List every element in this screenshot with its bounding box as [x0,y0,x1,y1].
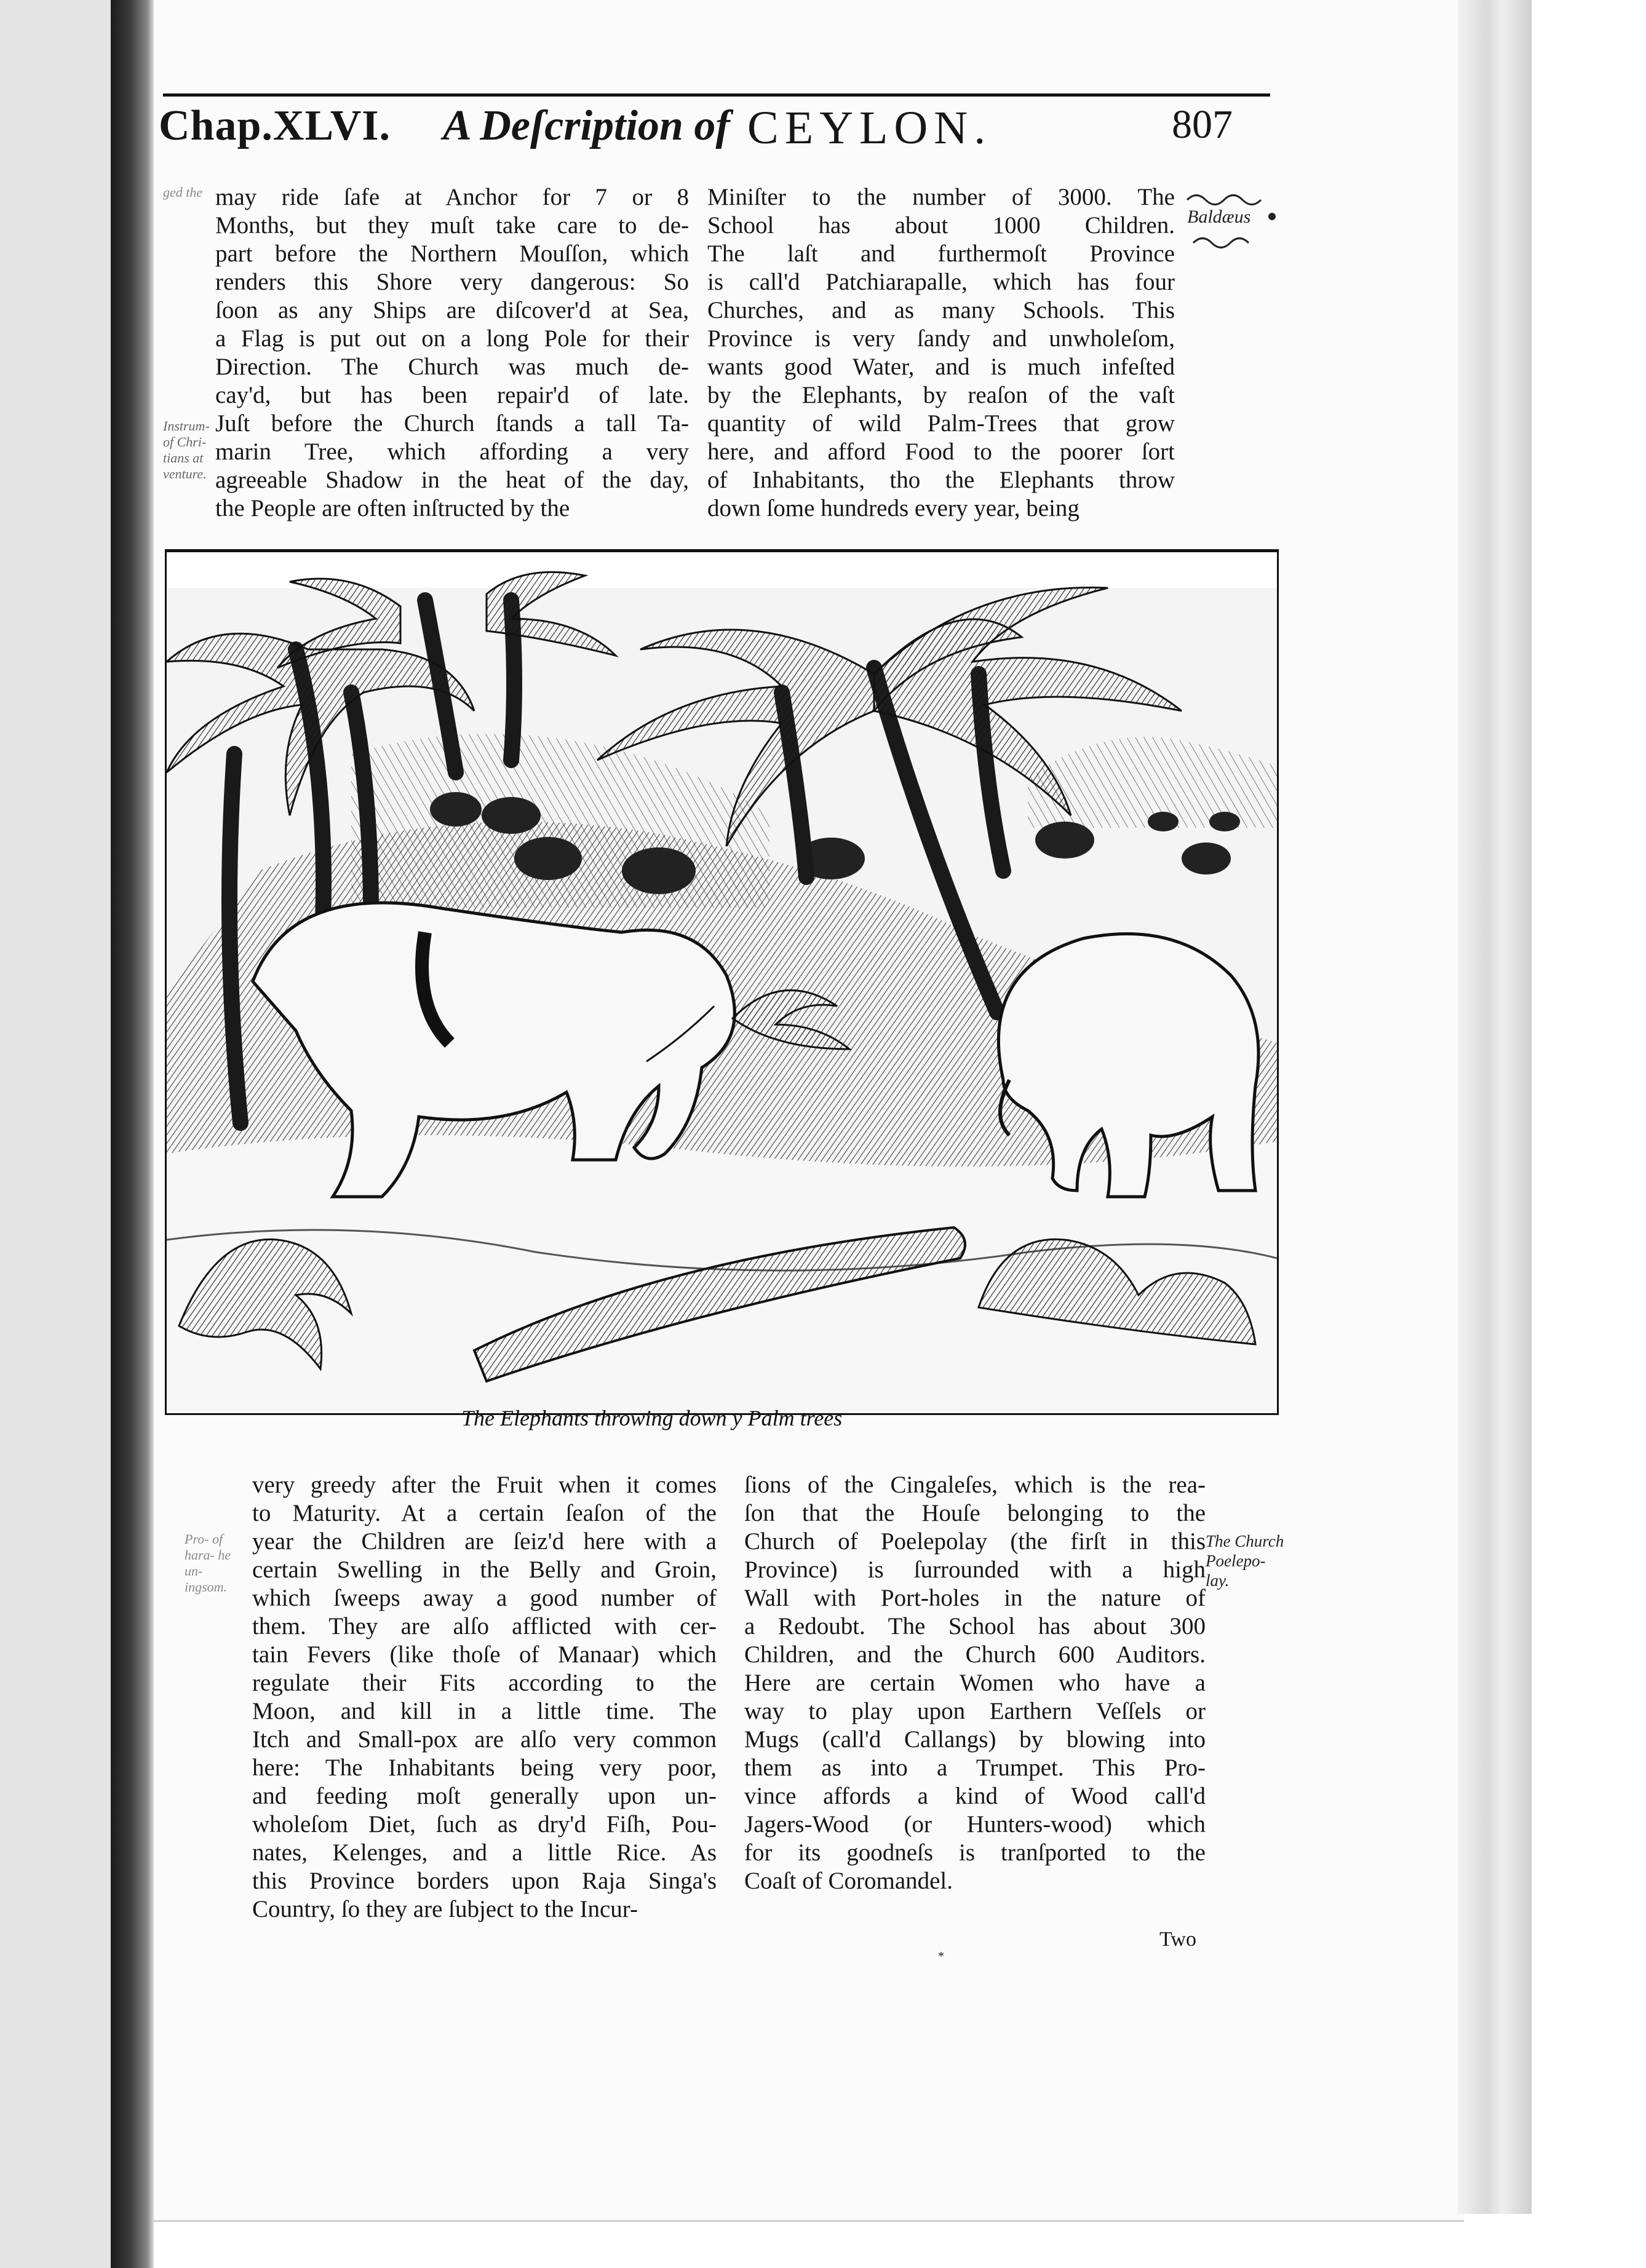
text-line: year the Children are ſeiz'd here with a [252,1528,717,1555]
text-line: Itch and Small-pox are alſo very common [252,1726,717,1753]
text-line: for its goodneſs is tranſported to the [744,1839,1206,1866]
text-line: here: The Inhabitants being very poor, [252,1755,717,1781]
text-line: Here are certain Women who have a [744,1670,1206,1696]
text-line: tain Fevers (like thoſe of Manaar) which [252,1641,717,1668]
text-line: the People are often inſtructed by the [215,495,570,521]
text-line: Province is very ſandy and unwholeſom, [707,325,1175,352]
text-line: marin Tree, which affording a very [215,438,689,465]
page-stack-edge [1458,0,1532,2214]
catchword: Two [1159,1928,1196,1951]
facing-page-edge [0,0,111,2268]
text-line: and feeding moſt generally upon un- [252,1783,717,1809]
text-line: a Redoubt. The School has about 300 [744,1613,1206,1640]
text-line: Church of Poelepolay (the firſt in this [744,1528,1206,1555]
text-line: renders this Shore very dangerous: So [215,269,689,295]
text-line: by the Elephants, by reaſon of the vaſt [707,382,1175,408]
text-line: part before the Northern Mouſſon, which [215,240,689,267]
text-line: Wall with Port-holes in the nature of [744,1585,1206,1611]
text-line: may ride ſafe at Anchor for 7 or 8 [215,184,689,210]
text-column-bottom-right [744,1471,1206,1895]
text-line: Jagers-Wood (or Hunters-wood) which [744,1811,1206,1838]
scan-margin [1532,0,1646,2268]
baldaeus-ornament [1184,184,1276,252]
text-line: down ſome hundreds every year, being [707,495,1079,521]
margin-note-baldaeus: Baldæus [1187,207,1251,227]
text-line: here, and afford Food to the poorer ſort [707,438,1175,465]
text-line: agreeable Shadow in the heat of the day, [215,467,689,493]
figure-caption: The Elephants throwing down y Palm trees [461,1406,843,1430]
text-line: them. They are alſo afflicted with cer- [252,1613,717,1640]
text-line: School has about 1000 Children. [707,212,1175,239]
text-line: this Province borders upon Raja Singa's [252,1868,717,1894]
text-line: vince affords a kind of Wood call'd [744,1783,1206,1809]
header-rule [163,93,1270,97]
margin-note-church: The Church Poelepo- lay. [1206,1532,1284,1590]
text-line: The laſt and furthermoſt Province [707,240,1175,267]
running-title-country: CEYLON. [747,102,992,154]
signature-mark: * [938,1949,944,1963]
text-line: wholeſom Diet, ſuch as dry'd Fiſh, Pou- [252,1811,717,1838]
text-column-top-left [215,183,689,523]
text-line: ſoon as any Ships are diſcover'd at Sea, [215,297,689,323]
text-line: Direction. The Church was much de- [215,354,689,380]
text-line: Months, but they muſt take care to de- [215,212,689,239]
text-line: Churches, and as many Schools. This [707,297,1175,323]
book-gutter [111,0,154,2268]
text-line: ſions of the Cingaleſes, which is the rea- [744,1472,1206,1498]
margin-note-lower-left: Pro- of hara- he un- ingsom. [185,1531,231,1595]
text-line: them as into a Trumpet. This Pro- [744,1755,1206,1781]
text-line: very greedy after the Fruit when it comes [252,1472,717,1498]
text-line: Miniſter to the number of 3000. The [707,184,1175,210]
text-column-top-right [707,183,1175,523]
margin-note-mid-left: Instrum- of Chri- tians at venture. [163,418,210,482]
text-line: quantity of wild Palm-Trees that grow [707,410,1175,437]
text-line: Mugs (call'd Callangs) by blowing into [744,1726,1206,1753]
engraving-illustration [167,551,1277,1413]
text-line: wants good Water, and is much infeſted [707,354,1175,380]
running-title: A Deſcription of [443,102,730,149]
text-line: Juſt before the Church ſtands a tall Ta- [215,410,689,437]
text-line: which ſweeps away a good number of [252,1585,717,1611]
chapter-label: Chap.XLVI. [159,102,391,149]
text-line: Province) is ſurrounded with a high [744,1556,1206,1583]
text-line: of Inhabitants, tho the Elephants throw [707,467,1175,493]
text-line: Country, ſo they are ſubject to the Incur- [252,1896,638,1922]
text-line: to Maturity. At a certain ſeaſon of the [252,1500,717,1526]
text-line: regulate their Fits according to the [252,1670,717,1696]
text-line: is call'd Patchiarapalle, which has four [707,269,1175,295]
page-number: 807 [1172,102,1233,147]
text-line: nates, Kelenges, and a little Rice. As [252,1839,717,1866]
engraving-elephants-palm-trees [165,549,1279,1415]
text-line: cay'd, but has been repair'd of late. [215,382,689,408]
text-line: Children, and the Church 600 Auditors. [744,1641,1206,1668]
margin-note-top-left: ged the [163,184,203,200]
text-line: certain Swelling in the Belly and Groin, [252,1556,717,1583]
text-line: a Flag is put out on a long Pole for their [215,325,689,352]
text-line: Moon, and kill in a little time. The [252,1698,717,1724]
text-line: way to play upon Earthern Veſſels or [744,1698,1206,1724]
text-line: ſon that the Houſe belonging to the [744,1500,1206,1526]
text-line: Coaſt of Coromandel. [744,1868,953,1894]
text-column-bottom-left [252,1471,717,1924]
